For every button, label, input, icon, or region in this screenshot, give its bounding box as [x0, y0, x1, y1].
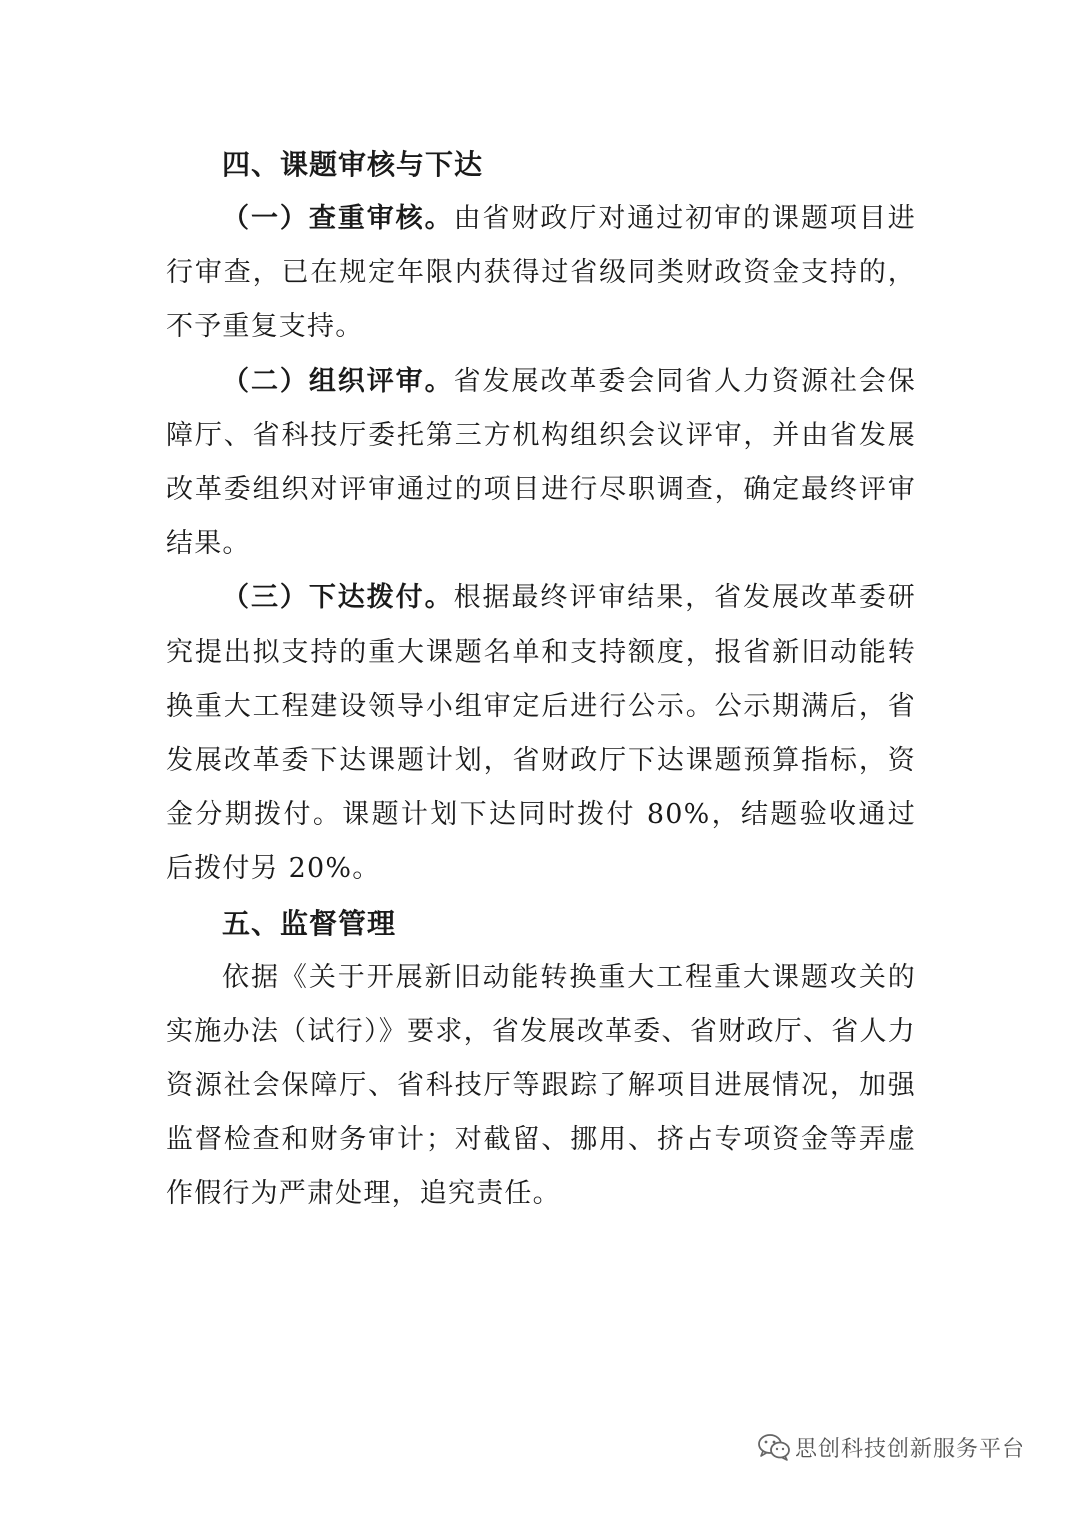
paragraph-text: 由省财政厅对通过初审的课题项目进行审查，已在规定年限内获得过省级同类财政资金支持的，不予重复支持。: [166, 203, 916, 343]
paragraph-lead: （三）下达拨付。: [222, 582, 454, 614]
paragraph-allocation: [166, 571, 916, 896]
paragraph-text: 根据最终评审结果，省发展改革委研究提出拟支持的重大课题名单和支持额度，报省新旧动能转换重大工程建设领导小组审定后进行公示。公示期满后，省发展改革委下达课题计划，省财政厅下达课题预算指标，资金分期拨付。课题计划下达同时拨付 80%，结题验收通过后拨付另 20%。: [166, 582, 916, 885]
document-body: [166, 138, 916, 1222]
paragraph-duplicate-review: [166, 192, 916, 355]
watermark: [757, 1430, 1025, 1464]
paragraph-lead: （一）查重审核。: [222, 203, 454, 234]
section-heading-5: 五、监督管理: [222, 906, 397, 940]
paragraph-supervision: 依据《关于开展新旧动能转换重大工程重大课题攻关的实施办法（试行）》要求，省发展改革委、省财政厅、省人力资源社会保障厅、省科技厅等跟踪了解项目进展情况，加强监督检查和财务审计；对截留、挪用、挤占专项资金等弄虚作假行为严肃处理，追究责任。: [166, 961, 916, 1210]
section-heading-4: 四、课题审核与下达: [222, 148, 484, 181]
paragraph-lead: （二）组织评审。: [222, 365, 454, 397]
paragraph-text: 省发展改革委会同省人力资源社会保障厅、省科技厅委托第三方机构组织会议评审，并由省发展改革委组织对评审通过的项目进行尽职调查，确定最终评审结果。: [166, 365, 916, 560]
watermark-text: 思创科技创新服务平台: [795, 1436, 1026, 1462]
wechat-icon: [757, 1433, 791, 1461]
paragraph-organize-review: [166, 355, 916, 572]
